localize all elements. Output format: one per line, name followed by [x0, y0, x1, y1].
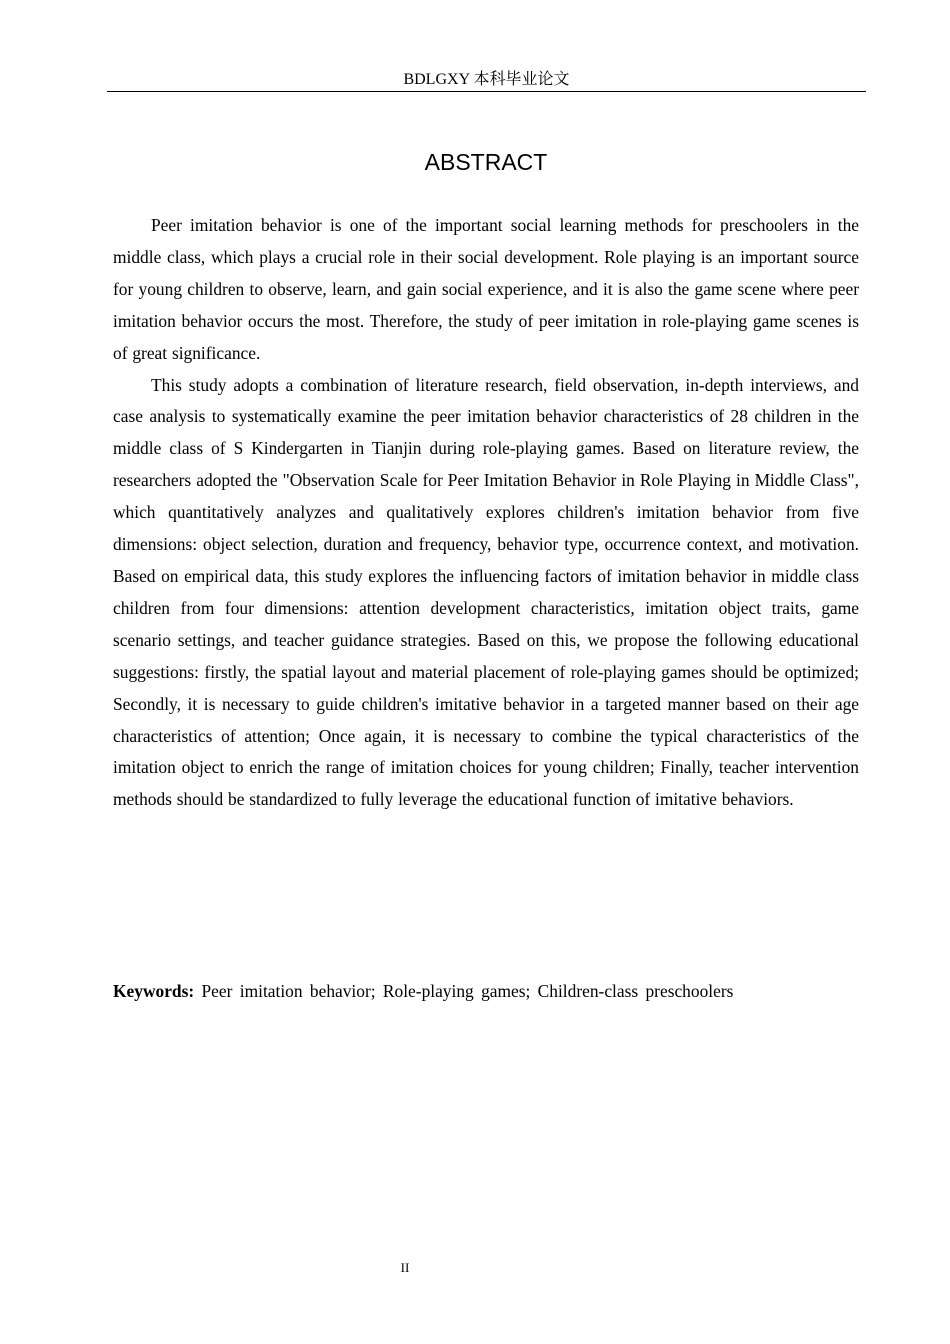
abstract-paragraph-1: Peer imitation behavior is one of the important social learning methods for preschoolers in the middle class, which plays a crucial role in their social development. Role playing is an important source for young children to observe, learn, and gain social experience, and it is also the game scene where peer imitation behavior occurs the most. Therefore, the study of peer imitation in role-playing game scenes is of great significance.: [113, 215, 859, 363]
keywords-line: [113, 976, 859, 1008]
running-header: BDLGXY 本科毕业论文: [403, 71, 570, 88]
page-number: II: [400, 1260, 410, 1275]
abstract-body: [113, 210, 859, 816]
header-divider: [107, 91, 866, 92]
keywords-label: Keywords:: [113, 981, 195, 1001]
abstract-paragraph-2: This study adopts a combination of literature research, field observation, in-depth interviews, and case analysis to systematically examine the peer imitation behavior characteristics of 28 children in the middle class of S Kindergarten in Tianjin during role-playing games. Based on literature review, the researchers adopted the "Observation Scale for Peer Imitation Behavior in Role Playing in Middle Class", which quantitatively analyzes and qualitatively explores children's imitation behavior from five dimensions: object selection, duration and frequency, behavior type, occurrence context, and motivation. Based on empirical data, this study explores the influencing factors of imitation behavior in middle class children from four dimensions: attention development characteristics, imitation object traits, game scenario settings, and teacher guidance strategies. Based on this, we propose the following educational suggestions: firstly, the spatial layout and material placement of role-playing games should be optimized; Secondly, it is necessary to guide children's imitative behavior in a targeted manner based on their age characteristics of attention; Once again, it is necessary to combine the typical characteristics of the imitation object to enrich the range of imitation choices for young children; Finally, teacher intervention methods should be standardized to fully leverage the educational function of imitative behaviors.: [113, 374, 859, 810]
abstract-heading: ABSTRACT: [424, 149, 548, 175]
keywords-text: Peer imitation behavior; Role-playing games; Children-class preschoolers: [201, 981, 734, 1001]
